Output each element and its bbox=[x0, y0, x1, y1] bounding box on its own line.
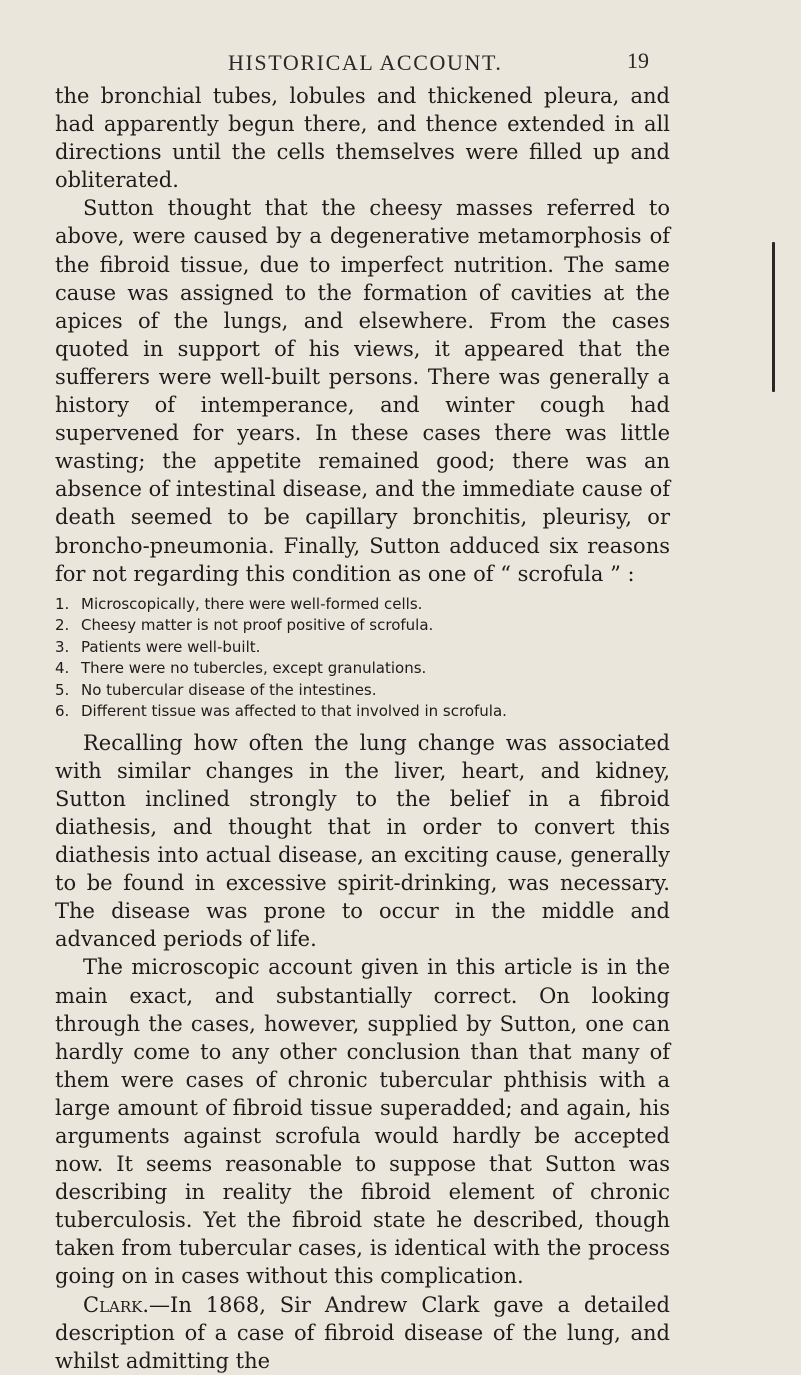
paragraph-sutton-views: Sutton thought that the cheesy masses referred to above, were caused by a degenerative metamorphosis of the fibroid tissue, due to imperfect nutrition. The same cause was assigned to the formation of cavities at the apices of the lungs, and elsewhere. From the cases quoted in support of his views, it appeared that the sufferers were well-built persons. There was generally a history of intemperance, and winter cough had supervened for years. In these cases there was little wasting; the appetite remained good; there was an absence of intestinal disease, and the immediate cause of death seemed to be capillary bronchitis, pleurisy, or broncho-pneumonia. Finally, Sutton adduced six reasons for not regarding this condition as one of “ scrofula ” : bbox=[55, 196, 670, 586]
paragraph-clark bbox=[55, 1291, 670, 1375]
paragraph-microscopic-account: The microscopic account given in this article is in the main exact, and substantially correct. On looking through the cases, however, supplied by Sutton, one can hardly come to any other conclusion than that many of them were cases of chronic tubercular phthisis with a large amount of fibroid tissue superadded; and again, his arguments against scrofula would hardly be accepted now. It seems reasonable to suppose that Sutton was describing in reality the fibroid element of chronic tuberculosis. Yet the fibroid state he described, though taken from tubercular cases, is identical with the process going on in cases without this complication. bbox=[55, 955, 670, 1289]
list-item-number: 3. bbox=[55, 637, 70, 656]
paragraph-fibroid-diathesis: Recalling how often the lung change was associated with similar changes in the liver, heart, and kidney, Sutton inclined strongly to the belief in a fibroid diathesis, and thought that in order to convert this diathesis into actual disease, an exciting cause, generally to be found in excessive spirit-drinking, was necessary. The disease was prone to occur in the middle and advanced periods of life. bbox=[55, 730, 670, 952]
running-head bbox=[0, 50, 801, 80]
list-item-text: Cheesy matter is not proof positive of scrofula. bbox=[81, 616, 434, 635]
section-lead-clark: Clark. bbox=[83, 1292, 150, 1317]
list-item bbox=[55, 637, 670, 659]
paragraph-continuation: the bronchial tubes, lobules and thickened pleura, and had apparently begun there, and thence extended in all directions until the cells themselves were filled up and obliterated. bbox=[55, 84, 670, 193]
body-text bbox=[55, 82, 670, 1375]
list-item bbox=[55, 594, 670, 616]
list-item-text: Different tissue was affected to that involved in scrofula. bbox=[81, 702, 507, 721]
list-item-number: 4. bbox=[55, 659, 70, 678]
list-item-text: There were no tubercles, except granulations. bbox=[81, 659, 427, 678]
list-item-text: No tubercular disease of the intestines. bbox=[81, 680, 377, 699]
margin-mark bbox=[772, 242, 775, 392]
reasons-list bbox=[55, 594, 670, 723]
paragraph-clark-text: —In 1868, Sir Andrew Clark gave a detailed description of a case of fibroid disease of the lung, and whilst admitting the bbox=[55, 1292, 670, 1373]
list-item-text: Microscopically, there were well-formed cells. bbox=[81, 594, 423, 613]
list-item bbox=[55, 701, 670, 723]
list-item-number: 1. bbox=[55, 594, 70, 613]
list-item bbox=[55, 680, 670, 702]
list-item-number: 6. bbox=[55, 702, 70, 721]
list-item bbox=[55, 615, 670, 637]
list-item-number: 2. bbox=[55, 616, 70, 635]
page-number: 19 bbox=[627, 48, 649, 73]
list-item-text: Patients were well-built. bbox=[81, 637, 261, 656]
list-item-number: 5. bbox=[55, 680, 70, 699]
list-item bbox=[55, 658, 670, 680]
running-title: HISTORICAL ACCOUNT. bbox=[228, 50, 503, 75]
